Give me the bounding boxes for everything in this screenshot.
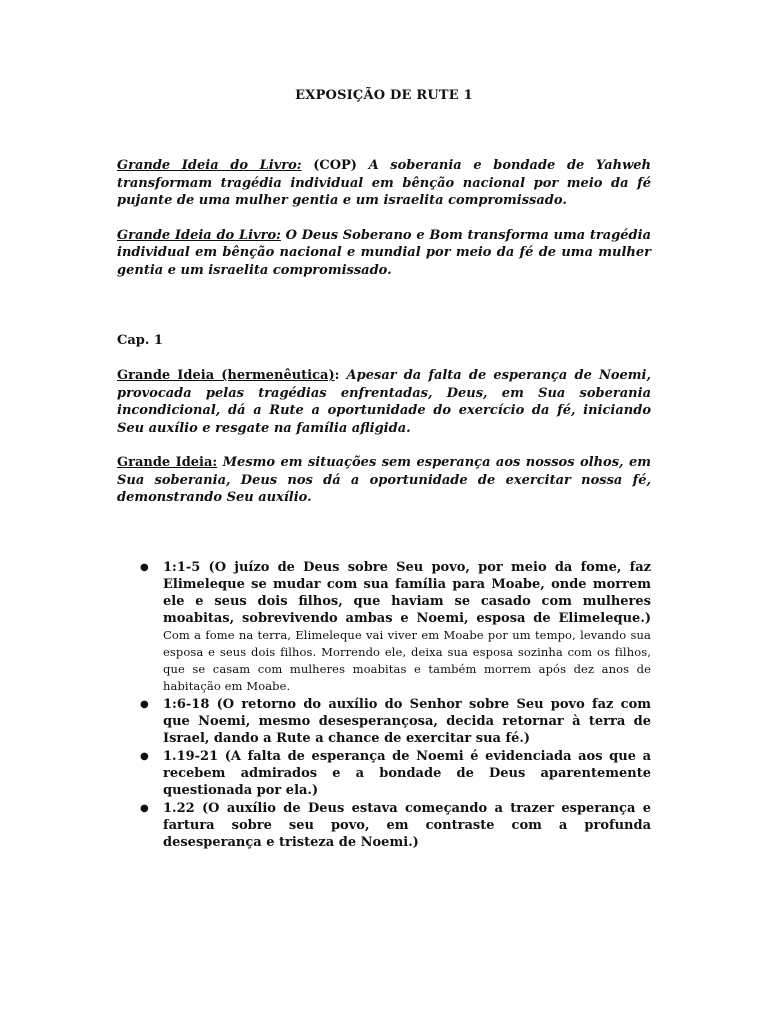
outline-point-bold: 1.19-21 (A falta de esperança de Noemi é evidenciada aos que a recebem admirados e a bondade de Deus aparentemente questionada por ela.): [163, 748, 651, 798]
big-idea-book-cop: [117, 157, 651, 210]
list-item: [117, 748, 651, 799]
big-idea-hermeneutic-label: Grande Ideia (hermenêutica): [117, 368, 335, 383]
outline-point-detail: Com a fome na terra, Elimeleque vai viver em Moabe por um tempo, levando sua esposa e seus dois filhos. Morrendo ele, deixa sua esposa sozinha com os filhos, que se casam com mulheres moabitas e também morrem após dez anos de habitação em Moabe.: [163, 627, 651, 693]
big-idea-book-text: A soberania e bondade de Yahweh transformam tragédia individual em bênção nacional por meio da fé pujante de uma mulher gentia e um israelita compromissado.: [117, 158, 651, 208]
document-title: EXPOSIÇÃO DE RUTE 1: [295, 88, 473, 103]
list-item: [117, 696, 651, 747]
big-idea-homiletic-label: Grande Ideia:: [117, 455, 218, 470]
big-idea-book-label: Grande Ideia do Livro:: [117, 158, 302, 173]
outline-list: [117, 559, 651, 851]
big-idea-hermeneutic-colon: :: [334, 368, 347, 383]
big-idea-hermeneutic-text: Apesar da falta de esperança de Noemi, provocada pelas tragédias enfrentadas, Deus, em Sua soberania incondicional, dá a Rute a oportunidade do exercício da fé, iniciando Seu auxílio e resgate na família afligida.: [117, 368, 652, 436]
list-item: [117, 800, 651, 851]
big-idea-homiletic: [117, 454, 651, 507]
chapter-heading: Cap. 1: [117, 333, 163, 348]
bullet-icon: ●: [140, 698, 149, 710]
big-idea-book-alt-text: O Deus Soberano e Bom transforma uma tragédia individual em bênção nacional e mundial por meio da fé de uma mulher gentia e um israelita compromissado.: [117, 227, 652, 278]
bullet-icon: ●: [140, 802, 149, 814]
big-idea-homiletic-text: Mesmo em situações sem esperança aos nossos olhos, em Sua soberania, Deus nos dá a oportunidade de exercitar nossa fé, demonstrando Seu auxílio.: [117, 455, 651, 505]
big-idea-cop-tag: (COP): [301, 158, 369, 173]
bullet-icon: ●: [140, 561, 149, 573]
outline-point-bold: 1:6-18 (O retorno do auxílio do Senhor sobre Seu povo faz com que Noemi, mesmo desesperançosa, decida retornar à terra de Israel, dando a Rute a chance de exercitar sua fé.): [163, 696, 651, 746]
big-idea-book-alt: [117, 227, 651, 280]
document-page: [117, 88, 651, 852]
list-item: [117, 559, 651, 695]
bullet-icon: ●: [140, 750, 149, 762]
big-idea-book-alt-label: Grande Ideia do Livro:: [117, 227, 281, 243]
big-idea-hermeneutic: [117, 367, 651, 437]
outline-point-bold: 1.22 (O auxílio de Deus estava começando a trazer esperança e fartura sobre seu povo, em contraste com a profunda desesperança e tristeza de Noemi.): [163, 800, 651, 850]
outline-point-bold: 1:1-5 (O juízo de Deus sobre Seu povo, por meio da fome, faz Elimeleque se mudar com sua família para Moabe, onde morrem ele e seus dois filhos, que haviam se casado com mulheres moabitas, sobrevivendo ambas e Noemi, esposa de Elimeleque.): [163, 559, 651, 626]
